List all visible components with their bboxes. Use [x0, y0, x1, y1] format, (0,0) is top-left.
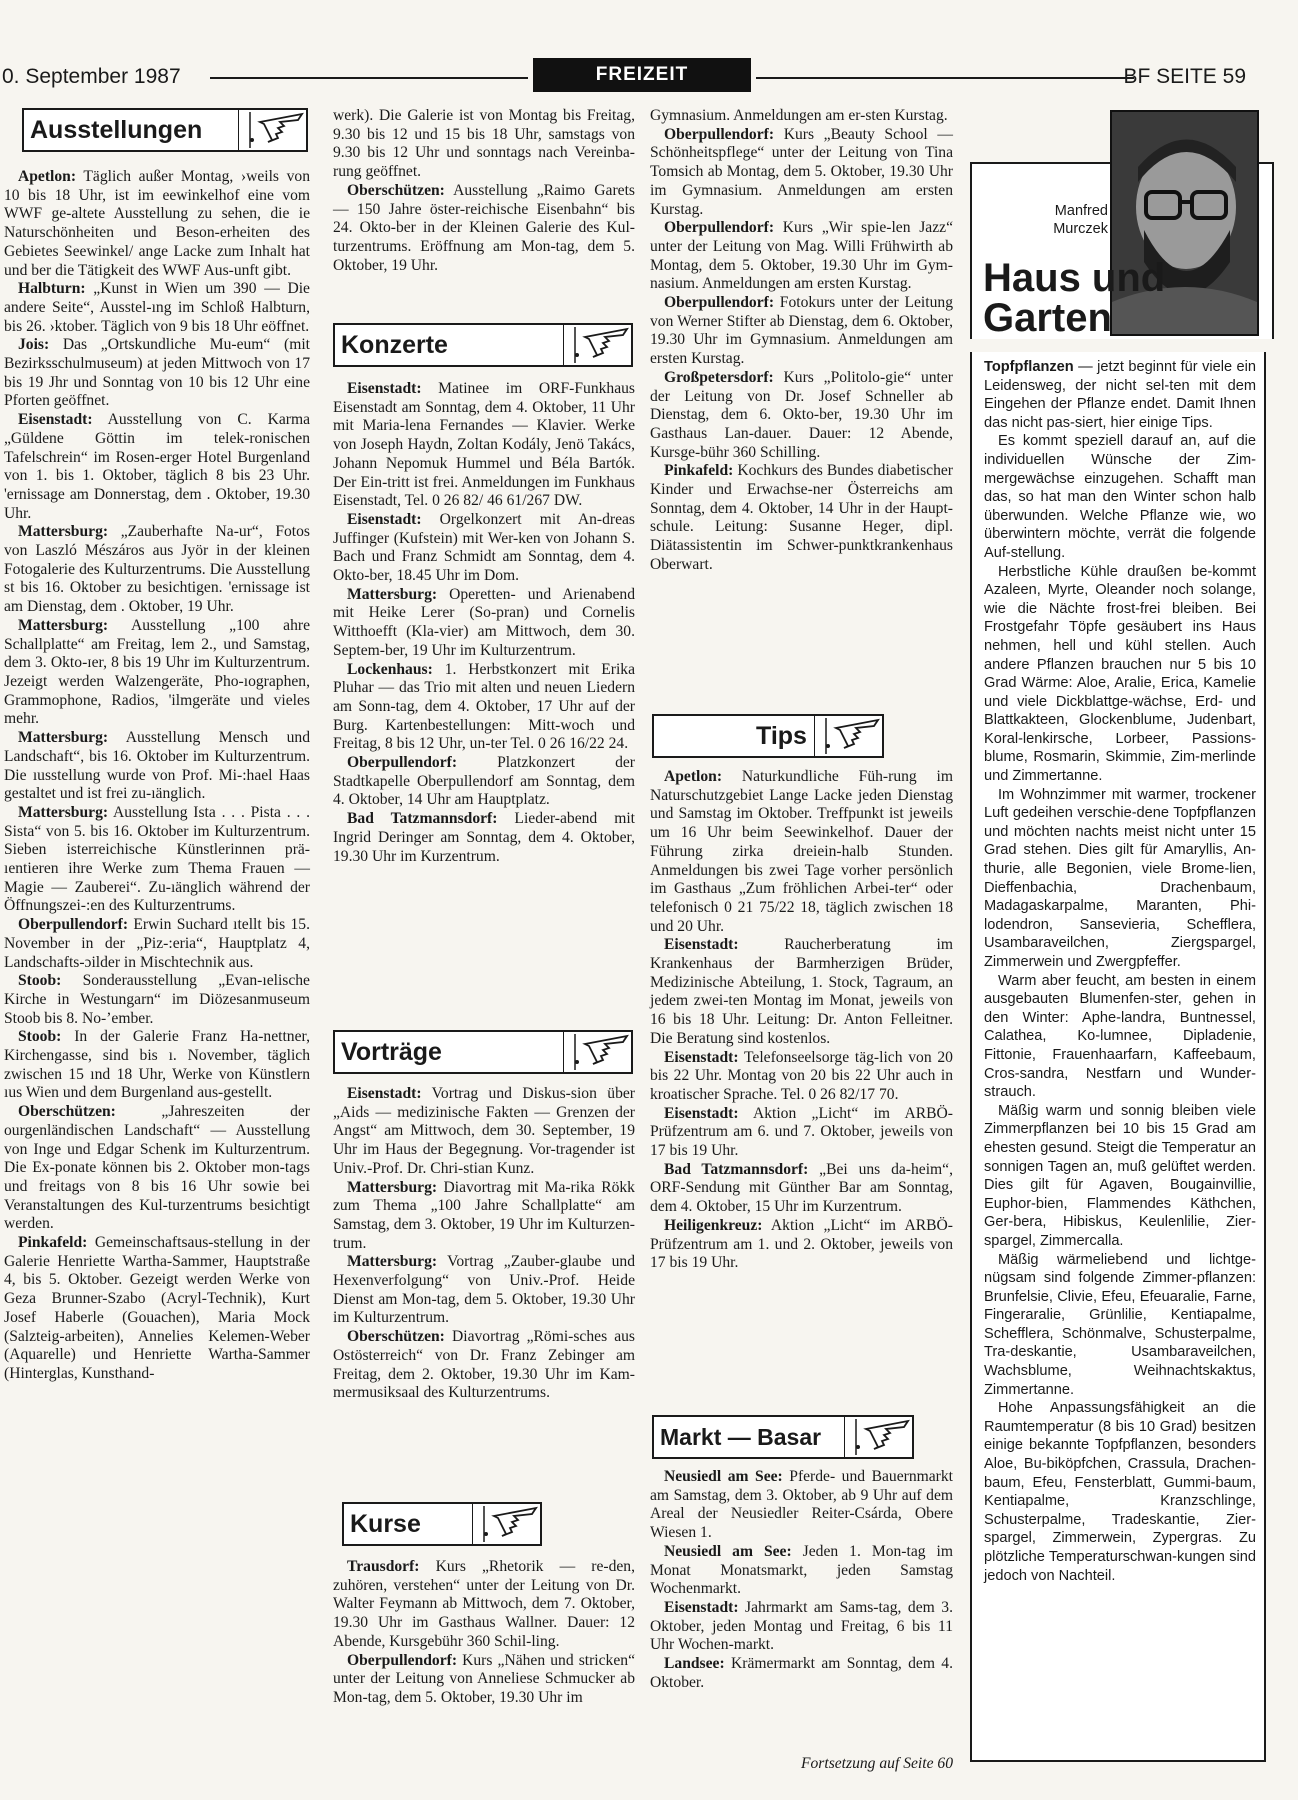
listing-place: Apetlon:	[18, 168, 77, 185]
header-rule-left	[210, 77, 528, 79]
heading-tips	[652, 714, 884, 758]
column-konzerte	[333, 380, 635, 866]
garden-text: Mäßig warm und sonnig bleiben viele Zimmerpflanzen bei 10 bis 15 Grad am ehesten gesund. Steigt die Temperatur an sonnigen Tagen an, muß gelüftet werden. Dies gilt für Agaven, Bougainvillie, Euphor-bien, Flammendes Käthchen, Ger-bera, Hibiskus, Keulenlilie, Zier-spargel, Zimmercalla.	[984, 1102, 1256, 1249]
listing-entry	[333, 511, 635, 586]
pointing-hand-icon	[563, 325, 631, 365]
listing-entry	[333, 1085, 635, 1179]
listing-place: Oberpullendorf:	[347, 1651, 458, 1669]
section-label: FREIZEIT	[533, 58, 751, 92]
listing-place: Oberpullendorf:	[664, 219, 775, 237]
listing-text: Aktion „Licht“ im ARBÖ-Prüfzentrum am 6. und 7. Oktober, jeweils von 17 bis 19 Uhr.	[650, 1104, 953, 1160]
listing-entry	[650, 1049, 953, 1105]
column-ausstellungen	[4, 168, 310, 1384]
garden-paragraph	[984, 1399, 1256, 1585]
listing-text: Platzkonzert der Stadtkapelle Oberpullendorf am Sonntag, dem 4. Oktober, 14 Uhr am Hauptplatz.	[333, 754, 635, 809]
listing-entry	[4, 168, 310, 280]
listing-entry	[650, 462, 953, 574]
listing-entry	[4, 411, 310, 523]
listing-text: Kurs „Beauty School — Schönheitspflege“ unter der Leitung von Tina Tomsich ab Montag, dem 5. Oktober, 19.30 Uhr im Gymnasium. Anmeldungen am ersten Kurstag.	[650, 125, 953, 218]
listing-text: Naturkundliche Füh-rung im Naturschutzgebiet Lange Lacke jeden Dienstag und Samstag im Oktober. Treffpunkt ist jeweils um 16 Uhr beim Seewinkelhof. Dauer der Führung zirka dreiein-halb Stunden. Anmeldungen bis zwei Tage vorher persönlich im Gasthaus „Zum fröhlichen Arbei-ter“ oder telefonisch 0 21 75/22 18, täglich zwischen 18 und 20 Uhr.	[650, 768, 953, 935]
garden-paragraph	[984, 786, 1256, 972]
author-name: Manfred Murczek	[1053, 203, 1108, 237]
heading-kurse	[342, 1502, 542, 1546]
listing-text: Diavortrag mit Ma-rika Rökk zum Thema „100 Jahre Schallplatte“ am Samstag, dem 3. Oktober, 19 Uhr im Kulturzen-trum.	[333, 1178, 635, 1252]
listing-text: Ausstellung „100 ahre Schallplatte“ am Freitag, lem 2., und Samstag, dem 3. Okto-ɪer, 8 bis 19 Uhr im Kulturzentrum. Jezeigt werden Walzengeräte, Pho-ıographen, Grammophone, Radios, 'ilmgeräte und vieles mehr.	[4, 616, 310, 728]
listing-text: Vortrag „Zauber-glaube und Hexenverfolgung“ von Univ.-Prof. Heide Dienst am Mon-tag, dem 5. Oktober, 19.30 Uhr im Kulturzentrum.	[333, 1253, 635, 1327]
listing-place: Mattersburg:	[18, 616, 109, 634]
listing-place: Stoob:	[18, 1028, 62, 1046]
listing-text: Täglich außer Montag, ›weils von 10 bis 18 Uhr, ist im eewinkelhof eine vom WWF ge-altete Ausstellung zu sehen, die ie Naturschönheiten und Beson-erheiten des Gebietes Seewinkel/ ange Lacke zum Inhalt hat und ber die Tätigkeit des WWF Aus-unft gibt.	[4, 168, 310, 279]
listing-place: Eisenstadt:	[664, 1104, 739, 1122]
listing-text: Fotokurs unter der Leitung von Werner Stifter ab Dienstag, dem 6. Oktober, 19.30 Uhr im Gymnasium. Anmeldungen am ersten Kurstag.	[650, 294, 953, 368]
listing-entry	[4, 523, 310, 617]
listing-place: Eisenstadt:	[347, 1085, 422, 1102]
pointing-hand-icon	[814, 716, 882, 756]
garden-paragraph	[984, 1102, 1256, 1251]
listing-text: Ausstellung „Raimo Garets — 150 Jahre öster-reichische Eisenbahn“ bis 24. Okto-ber in der Kleinen Galerie des Kul-turzentrums. Eröffnung am Mon-tag, dem 5. Oktober, 19 Uhr.	[333, 181, 635, 274]
listing-entry	[333, 810, 635, 866]
listing-place: Oberschützen:	[18, 1103, 116, 1121]
listing-entry	[4, 804, 310, 916]
listing-place: Apetlon:	[664, 768, 723, 785]
listing-text: Ausstellung Ista . . . Pista . . . Sista“ von 5. bis 16. Oktober im Kulturzentrum. Sieben isterreichische Künstlerinnen prä-ıentieren ihre Werke zum Thema Frauen — Magie — Zauberei“. Zu-ıänglich während der Öffnungszei-:en des Kulturzentrums.	[4, 803, 310, 915]
listing-text: Ausstellung Mensch und Landschaft“, bis 16. Oktober im Kulturzentrum. Die ıusstellung wurde von Prof. Mi-:hael Haas gestaltet und ist frei zu-ıänglich.	[4, 729, 311, 803]
garden-paragraph	[984, 358, 1256, 432]
listing-place: Jois:	[18, 336, 50, 354]
listing-text: Kurs „Politolo-gie“ unter der Leitung von Dr. Josef Schneller ab Dienstag, dem 6. Okto-ber, 19.30 Uhr im Gasthaus Lan-dauer. Dauer: 12 Abende, Kursge-bühr 360 Schilling.	[650, 368, 953, 461]
garden-text: Hohe Anpassungsfähigkeit an die Raumtemperatur (8 bis 10 Grad) besitzen einige bekannte Topfpflanzen, besonders Aloe, Bu-biköpfchen, Crassula, Drachen-baum, Efeu, Fensterblatt, Gummi-baum, Kentiapalme, Kranzschlinge, Schusterpalme, Tradeskantie, Zier-spargel, Zimmerwein, Zypergras. Zu plötzliche Temperaturschwan-kungen sind jedoch von Nachteil.	[984, 1400, 1256, 1584]
listing-entry	[333, 182, 635, 276]
listing-entry	[4, 1103, 310, 1234]
column-3-top	[650, 107, 953, 575]
listing-text: Orgelkonzert mit An-dreas Juffinger (Kufstein) mit Wer-ken von Johann S. Bach und Franz Schmidt am Sonntag, dem 4. Okto-ber, 18.45 Uhr im Dom.	[333, 510, 635, 585]
garden-paragraph	[984, 1251, 1256, 1400]
pointing-hand-icon	[472, 1504, 540, 1544]
listing-place: Neusiedl am See:	[664, 1468, 783, 1485]
listing-text: Lieder-abend mit Ingrid Deringer am Sonntag, dem 4. Oktober, 19.30 Uhr im Kurzentrum.	[333, 810, 636, 865]
listing-entry	[4, 1234, 310, 1384]
listing-entry	[4, 916, 310, 972]
listing-place: Eisenstadt:	[18, 411, 93, 429]
listing-text: Matinee im ORF-Funkhaus Eisenstadt am Sonntag, dem 4. Oktober, 11 Uhr mit Maria-lena Fernandes — Klavier. Werke von Joseph Haydn, Zoltan Kodály, Jenö Takács, Johann Nepomuk Hummel und Béla Bartók. Der Ein-tritt ist frei. Anmeldungen im Funkhaus Eisenstadt, Tel. 0 26 82/ 46 61/267 DW.	[333, 380, 635, 510]
listing-entry	[650, 1105, 953, 1161]
heading-text: Kurse	[350, 1510, 421, 1538]
listing-entry	[4, 972, 310, 1028]
listing-text: Das „Ortskundliche Mu-eum“ (mit Bezirksschulmuseum) at jeden Mittwoch von 17 bis 19 Jhr und Sonntag von 10 bis 12 Uhr eine Pforten geöffnet.	[4, 336, 310, 410]
listing-place: Mattersburg:	[347, 1178, 438, 1196]
garden-title: Haus und Garten	[983, 256, 1166, 340]
garden-text: Herbstliche Kühle draußen be-kommt Azaleen, Myrte, Oleander noch solange, wie die Nächte frost-frei bleiben. Bei Frostgefahr Töpfe gesäubert ins Haus nehmen, hell und kühl stellen. Auch andere Pflanzen brauchen nur 5 bis 10 Grad Wärme: Aloe, Aralie, Erica, Kamelie und viele Dickblattge-wächse, Erd- und Blattkakteen, Glockenblume, Judenbart, Koral-lenkirsche, Lorbeer, Passions-blume, Rosmarin, Skimmie, Zim-merlinde und Zimmertanne.	[984, 563, 1256, 785]
listing-entry	[650, 219, 953, 294]
listing-entry	[333, 1179, 635, 1254]
listing-place: Pinkafeld:	[18, 1234, 88, 1252]
listing-place: Pinkafeld:	[664, 462, 734, 480]
garden-text: Im Wohnzimmer mit warmer, trockener Luft gedeihen verschie-dene Topfpflanzen und möchten nachts meist nicht unter 15 Grad stehen. Dies gilt für Amaryllis, An-thurie, alle Begonien, viele Brome-lien, Dieffenbachia, Drachenbaum, Madagaskarpalme, Maranten, Phi-lodendron, Sansevieria, Schefflera, Usambaraveilchen, Ziergspargel, Zimmerwein und Zwergpfeffer.	[984, 786, 1256, 970]
listing-text: Gymnasium. Anmeldungen am er-sten Kurstag.	[650, 107, 948, 124]
listing-place: Oberpullendorf:	[18, 916, 129, 934]
pointing-hand-icon	[563, 1032, 631, 1072]
listing-place: Eisenstadt:	[664, 1048, 739, 1066]
listing-text: Jeden 1. Mon-tag im Monat Monatsmarkt, jeden Samstag Wochenmarkt.	[650, 1542, 953, 1598]
issue-date: 0. September 1987	[2, 65, 181, 88]
page-header	[0, 64, 1298, 92]
listing-place: Mattersburg:	[347, 585, 438, 603]
listing-entry	[333, 1558, 635, 1652]
pointing-hand-icon	[844, 1417, 912, 1457]
listing-place: Oberpullendorf:	[664, 294, 775, 312]
heading-text: Konzerte	[341, 331, 448, 359]
listing-text: Diavortrag „Römi-sches aus Ostösterreich“ von Dr. Franz Zebinger am Freitag, dem 2. Oktober, 19.30 Uhr im Kam-mermusiksaal des Kulturzentrums.	[333, 1328, 635, 1402]
listing-place: Oberschützen:	[347, 1328, 445, 1346]
header-rule-right	[756, 77, 1134, 79]
listing-entry	[650, 107, 953, 126]
listing-place: Mattersburg:	[347, 1253, 438, 1271]
listing-text: Kurs „Rhetorik — re-den, zuhören, verstehen“ unter der Leitung von Dr. Walter Feymann ab Mittwoch, dem 7. Oktober, 19.30 Uhr im Gasthaus Wallner. Dauer: 12 Abende, Kursgebühr 360 Schil-ling.	[333, 1558, 635, 1650]
listing-text: 1. Herbstkonzert mit Erika Pluhar — das Trio mit alten und neuen Liedern am Sonn-tag, dem 4. Oktober, 17 Uhr auf der Burg. Kartenbestellungen: Mitt-woch und Freitag, 8 bis 12 Uhr, un-ter Tel. 0 26 16/22 24.	[333, 660, 635, 753]
listing-place: Oberschützen:	[347, 181, 445, 199]
listing-place: Bad Tatzmannsdorf:	[664, 1160, 809, 1178]
garden-paragraph	[984, 972, 1256, 1102]
listing-text: Krämermarkt am Sonntag, dem 4. Oktober.	[650, 1655, 953, 1691]
heading-text: Vorträge	[341, 1038, 442, 1066]
listing-place: Landsee:	[664, 1655, 725, 1673]
listing-text: „Jahreszeiten der ourgenländischen Landschaft“ — Ausstellung von Inge und Edgar Schenk im Kulturzentrum. Die Ex-ponate können bis 2. Oktober mon-tags und freitags von 8 bis 16 Uhr sowie bei Veranstaltungen des Kul-turzentrums besichtigt werden.	[4, 1103, 310, 1233]
listing-text: Operetten- und Arienabend mit Heike Lerer (So-pran) und Cornelis Witthoefft (Kla-vier) am Mittwoch, dem 30. Septem-ber, 19 Uhr im Kulturzentrum.	[333, 585, 635, 659]
listing-entry	[4, 729, 310, 804]
listing-entry	[650, 294, 953, 369]
listing-entry	[333, 1328, 635, 1403]
listing-place: Lockenhaus:	[347, 660, 433, 678]
column-vortraege	[333, 1085, 635, 1403]
listing-text: „Bei uns da-heim“, ORF-Sendung mit Günther Bar am Sonntag, dem 4. Oktober, 15 Uhr im Kurzentrum.	[650, 1160, 954, 1216]
continuation-note: Fortsetzung auf Seite 60	[800, 1755, 953, 1772]
listing-text: „Zauberhafte Na-ur“, Fotos von Laszló Mészáros aus Jyör in der kleinen Fotogalerie des Kulturzentrums. Die Ausstellung st bis 16. Oktober zu besichtigen. 'ernissage ist am Dienstag, dem . Oktober, 19 Uhr.	[4, 523, 310, 616]
listing-entry	[650, 126, 953, 220]
listing-text: Erwin Suchard ıtellt bis 15. November in der „Piz-:eria“, Hauptplatz 4, Landschafts-ɔilder in Mischtechnik aus.	[4, 916, 310, 971]
listing-entry	[650, 936, 953, 1048]
listing-place: Eisenstadt:	[347, 510, 422, 528]
heading-text: Markt — Basar	[660, 1424, 822, 1450]
listing-text: Kurs „Wir spie-len Jazz“ unter der Leitung von Mag. Willi Frühwirth ab Montag, dem 5. Oktober, 19.30 Uhr im Gym-nasium. Anmeldungen am ersten Kurstag.	[650, 219, 953, 293]
heading-text: Ausstellungen	[30, 116, 203, 144]
column-tips	[650, 768, 953, 1273]
heading-ausstellungen	[22, 108, 308, 152]
column-haus-und-garten	[970, 352, 1266, 1762]
listing-place: Mattersburg:	[18, 729, 109, 747]
listing-place: Mattersburg:	[18, 523, 109, 541]
listing-entry	[650, 1599, 953, 1655]
garden-text: Mäßig wärmeliebend und lichtge-nügsam sind folgende Zimmer-pflanzen: Brunfelsie, Clivie, Efeu, Efeuaralie, Farne, Fingeraralie, Grünlilie, Kentiapalme, Schefflera, Schönmalve, Schusterpalme, Tra-deskantie, Usambaraveilchen, Wachsblume, Weihnachtskaktus, Zimmertanne.	[984, 1251, 1256, 1398]
garden-lead: Topfpflanzen	[984, 359, 1074, 375]
pointing-hand-icon	[238, 110, 306, 150]
column-markt	[650, 1468, 953, 1692]
listing-text: Telefonseelsorge täg-lich von 20 bis 22 Uhr. Montag von 20 bis 22 Uhr auch in kroatischer Sprache. Tel. 0 26 82/17 70.	[650, 1048, 953, 1103]
listing-text: Aktion „Licht“ im ARBÖ-Prüfzentrum am 1. und 2. Oktober, jeweils von 17 bis 19 Uhr.	[650, 1216, 953, 1272]
listing-text: Gemeinschaftsaus-stellung in der Galerie Henriette Wartha-Sammer, Hauptstraße 4, bis 5. Oktober. Gezeigt werden Werke von Geza Brunner-Szabo (Acryl-Technik), Kurt Josef Haberle (Gouachen), Maria Mock (Salzteig-arbeiten), Annelies Kelemen-Weber (Aquarelle) und Henriette Wartha-Sammer (Hinterglas, Kunsthand-	[4, 1234, 310, 1382]
listing-place: Bad Tatzmannsdorf:	[347, 810, 498, 828]
listing-place: Eisenstadt:	[664, 936, 739, 954]
garden-paragraph	[984, 432, 1256, 562]
listing-place: Neusiedl am See:	[664, 1542, 792, 1560]
listing-text: Raucherberatung im Krankenhaus der Barmherzigen Brüder, Medizinische Abteilung, 1. Stock, Tagraum, an jedem zwei-ten Montag im Monat, jeweils von 16 bis 18 Uhr. Leitung: Dr. Anton Felleitner. Die Beratung sind kostenlos.	[650, 936, 953, 1047]
listing-entry	[4, 280, 310, 336]
heading-markt-basar	[652, 1415, 914, 1459]
listing-place: Heiligenkreuz:	[664, 1216, 763, 1234]
column-kurse	[333, 1558, 635, 1708]
listing-entry	[650, 1543, 953, 1599]
listing-entry	[333, 380, 635, 511]
listing-place: Oberpullendorf:	[664, 125, 775, 143]
listing-entry	[333, 107, 635, 182]
listing-text: Jahrmarkt am Sams-tag, dem 3. Oktober, jeden Montag und Freitag, 6 bis 11 Uhr Wochen-markt.	[650, 1598, 953, 1654]
listing-place: Oberpullendorf:	[347, 754, 458, 772]
listing-place: Mattersburg:	[18, 803, 109, 821]
garden-text: Es kommt speziell darauf an, auf die individuellen Wünsche der Zim-mergewächse einzugehen. Schafft man das, so hat man den Winter schon halb überwunden. Welche Pflanze wie, wo überwintern möchte, verrät die folgende Auf-stellung.	[984, 433, 1256, 561]
listing-text: werk). Die Galerie ist von Montag bis Freitag, 9.30 bis 12 und 15 bis 18 Uhr, samstags von 9.30 bis 12 Uhr und sonntags nach Vereinba-rung geöffnet.	[333, 107, 635, 181]
listing-entry	[650, 1161, 953, 1217]
garden-paragraph	[984, 563, 1256, 786]
listing-entry	[4, 336, 310, 411]
listing-entry	[333, 1652, 635, 1708]
listing-place: Eisenstadt:	[664, 1598, 739, 1616]
listing-entry	[650, 1217, 953, 1273]
heading-vortraege	[333, 1030, 633, 1074]
column-2-top	[333, 107, 635, 275]
listing-entry	[333, 586, 635, 661]
listing-text: Vortrag und Diskus-sion über „Aids — medizinische Fakten — Grenzen der Angst“ am Mittwoch, dem 30. September, 19 Uhr im Haus der Begegnung. Vor-tragender ist Univ.-Prof. Dr. Chri-stian Kunz.	[333, 1085, 635, 1177]
heading-konzerte	[333, 323, 633, 367]
listing-place: Halbturn:	[18, 280, 86, 298]
listing-entry	[333, 661, 635, 755]
listing-text: Pferde- und Bauernmarkt am Samstag, dem 3. Oktober, ab 9 Uhr auf dem Areal der Neusiedler Reiter-Csárda, Obere Wiesen 1.	[650, 1468, 953, 1542]
heading-text: Tips	[756, 722, 807, 750]
listing-entry	[650, 1655, 953, 1692]
listing-entry	[4, 617, 310, 729]
listing-place: Großpetersdorf:	[664, 368, 774, 386]
listing-entry	[333, 754, 635, 810]
listing-entry	[650, 768, 953, 936]
listing-text: Sonderausstellung „Evan-ıelische Kirche in Westungarn“ im Diözesanmuseum Stoob bis 8. No-ʼember.	[4, 972, 310, 1027]
listing-place: Stoob:	[18, 972, 62, 990]
listing-place: Eisenstadt:	[347, 380, 422, 397]
garden-text: — jetzt beginnt für viele ein Leidensweg, der nicht sel-ten mit dem Eingehen der Pflanze endet. Damit Ihnen das nicht pas-siert, hier einige Tips.	[984, 359, 1256, 431]
listing-text: Kochkurs des Bundes diabetischer Kinder und Erwachse-ner Österreichs am Sonntag, dem 4. Oktober, 14 Uhr in der Haupt-schule. Leitung: Susanne Heger, dipl. Diätassistentin im Schwer-punktkrankenhaus Oberwart.	[650, 462, 953, 573]
listing-entry	[333, 1253, 635, 1328]
listing-text: „Kunst in Wien um 390 — Die andere Seite“, Ausstel-ıng im Schloß Halbturn, bis 26. ›ktober. Täglich von 9 bis 18 Uhr eöffnet.	[4, 280, 310, 335]
listing-entry	[650, 1468, 953, 1543]
listing-place: Trausdorf:	[347, 1558, 420, 1575]
listing-entry	[4, 1028, 310, 1103]
listing-text: Ausstellung von C. Karma „Güldene Göttin im telek-ronischen Tafelschrein“ im Rosen-erger Hotel Burgenland von 1. bis 1. Oktober, täglich 8 bis 23 Uhr. 'ernissage am Donnerstag, dem . Oktober, 19.30 Uhr.	[4, 411, 310, 522]
garden-text: Warm aber feucht, am besten in einem ausgebauten Blumenfen-ster, gehen in den Winter: Aphe-landra, Buntnessel, Calathea, Ko-lumnee, Dipladenie, Fittonie, Frauenhaarfarn, Kaffeebaum, Cros-sandra, Nestfarn und Wunder-strauch.	[984, 972, 1256, 1101]
listing-text: In der Galerie Franz Ha-nettner, Kirchengasse, sind bis ı. November, täglich zwischen 15 ınd 18 Uhr, Werke von Künstlern ıus Wien und dem Burgenland aus-gestellt.	[4, 1028, 310, 1102]
page-number: BF SEITE 59	[1123, 65, 1246, 88]
listing-text: Kurs „Nähen und stricken“ unter der Leitung von Anneliese Schmucker ab Mon-tag, dem 5. Oktober, 19.30 Uhr im	[333, 1651, 635, 1706]
listing-entry	[650, 369, 953, 463]
